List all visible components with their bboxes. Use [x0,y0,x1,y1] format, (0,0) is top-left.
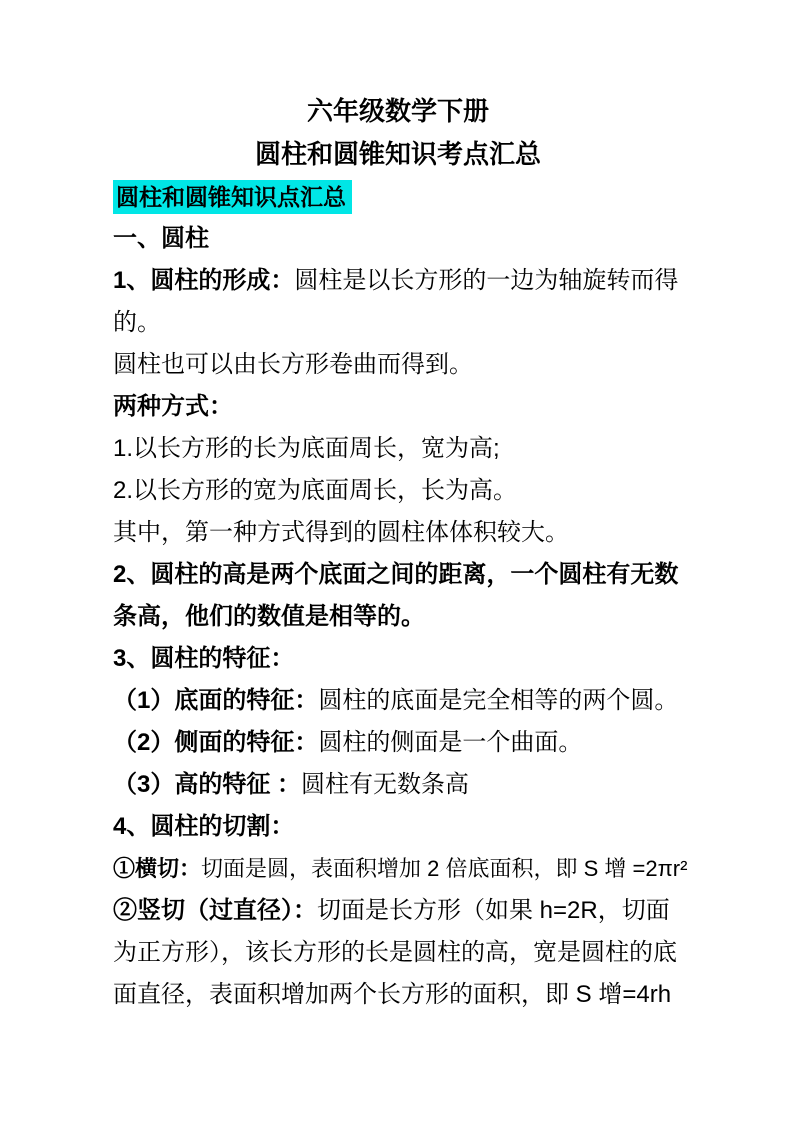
text-segment: 的。 [113,309,161,336]
bold-segment: 两种方式： [113,393,233,420]
text-segment: 为正方形），该长方形的长是圆柱的高，宽是圆柱的底 [113,939,677,966]
bold-segment: ①横切： [113,856,202,881]
text-segment: 圆柱是以长方形的一边为轴旋转而得 [294,267,679,294]
text-segment: 圆柱也可以由长方形卷曲而得到。 [113,351,473,378]
highlight-heading: 圆柱和圆锥知识点汇总 [113,180,352,214]
text-line-16 [113,890,683,932]
text-line-9 [113,596,683,638]
section-heading-cylinder: 一、圆柱 [113,225,209,252]
highlight-heading-row [113,176,683,218]
text-line-18 [113,974,683,1016]
bold-segment: 4、圆柱的切割： [113,813,295,840]
bold-segment: （2）侧面的特征： [113,729,319,756]
text-segment: 其中，第一种方式得到的圆柱体体积较大。 [113,519,569,546]
text-segment: 2.以长方形的宽为底面周长，长为高。 [113,477,518,504]
doc-title-line-1: 六年级数学下册 [306,96,489,126]
doc-title-line-2: 圆柱和圆锥知识考点汇总 [254,139,541,169]
text-line-17 [113,932,683,974]
text-segment: 圆柱的底面是完全相等的两个圆。 [318,687,679,714]
bold-segment: 条高，他们的数值是相等的。 [113,603,425,630]
text-line-8 [113,554,683,596]
bold-segment: （3）高的特征 ： [113,771,302,798]
text-line-12 [113,722,683,764]
text-line-2 [113,302,683,344]
bold-segment: （1）底面的特征： [113,687,319,714]
bold-segment: 3、圆柱的特征： [113,645,295,672]
bold-segment: ②竖切（过直径）： [113,897,317,924]
text-line-10 [113,638,683,680]
text-segment: 圆柱有无数条高 [301,771,470,798]
text-line-6 [113,470,683,512]
text-line-14 [113,806,683,848]
text-line-1 [113,260,683,302]
text-line-13 [113,764,683,806]
bold-segment: 2、圆柱的高是两个底面之间的距离，一个圆柱有无数 [113,561,679,588]
text-line-11 [113,680,683,722]
text-line-15 [113,848,688,890]
text-line-5 [113,428,683,470]
text-line-3 [113,344,683,386]
text-segment: 圆柱的侧面是一个曲面。 [318,729,583,756]
text-segment: 切面是长方形（如果 h=2R，切面 [317,897,670,924]
bold-segment: 1、圆柱的形成： [113,267,295,294]
text-segment: 1.以长方形的长为底面周长，宽为高; [113,435,500,462]
text-segment: 面直径，表面积增加两个长方形的面积，即 S 增=4rh [113,981,672,1008]
text-line-4 [113,386,683,428]
text-segment: 切面是圆，表面积增加 2 倍底面积，即 S 增 =2πr² [201,856,688,881]
text-line-7 [113,512,683,554]
